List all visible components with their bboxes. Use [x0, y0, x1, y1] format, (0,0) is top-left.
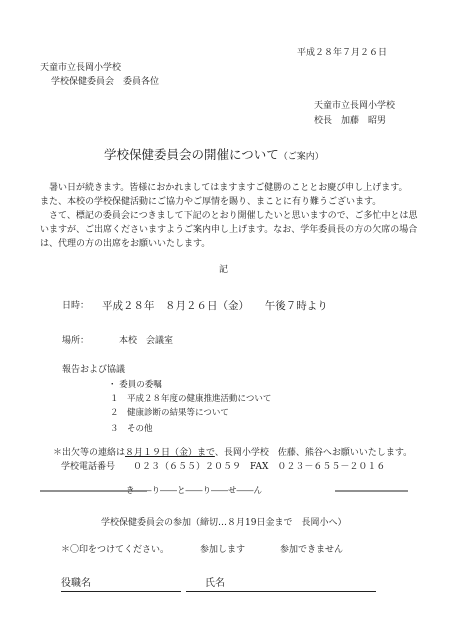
place-value: 本校 会議室: [119, 336, 174, 346]
agenda-label: 報告および協議: [62, 365, 126, 375]
name-label: 氏名: [205, 578, 225, 589]
name-input-line[interactable]: [186, 591, 376, 592]
contact-line: [53, 448, 412, 459]
greeting-paragraph-2: また、本校の学校保健活動にご協力やご厚情を賜り、まことに有り難うございます。: [40, 197, 382, 207]
sender-principal: 校長 加藤 昭男: [314, 116, 387, 126]
role-input-line[interactable]: [61, 591, 181, 592]
issue-date: 平成２８年７月２６日: [297, 48, 388, 58]
agenda-item: ３ その他: [110, 424, 153, 434]
title-sub: （ご案内）: [278, 152, 324, 162]
ki-heading: 記: [219, 265, 229, 275]
contact-suffix: 、長岡小学校 佐藤、熊谷へお願いいたします。: [214, 448, 413, 458]
contact-deadline: ８月１９日（金）まで: [125, 448, 215, 458]
reply-instruction: ＊〇印をつけてください。: [61, 545, 170, 555]
greeting-paragraph-3: さて、標記の委員会につきまして下記のとおり開催したいと思いますので、ご多忙中とは思いますが、ご出席くださいますようご案内申し上げます。なお、学年委員長の方の欠席の場合は、代理の方の出席をお願いいたします。: [40, 211, 418, 249]
attend-option[interactable]: 参加します: [200, 545, 246, 555]
datetime-label: 日時：: [62, 301, 90, 311]
reply-title: 学校保健委員会の参加（締切…８月19日金まで 長岡小へ）: [101, 518, 347, 528]
contact-phone-line: 学校電話番号 ０２３（６５５）２０５９ FAX ０２３－６５５－２０１６: [61, 462, 386, 472]
place-label: 場所：: [62, 336, 90, 346]
cut-line-text: き――り――と――り――せ――ん: [126, 486, 263, 496]
recipient-committee: 学校保健委員会 委員各位: [51, 77, 160, 87]
role-label: 役職名: [61, 578, 91, 589]
contact-prefix: ＊出欠等の連絡は: [53, 448, 126, 458]
datetime-value: 平成２８年 ８月２６日（金） 午後７時より: [102, 300, 328, 312]
recipient-school: 天童市立長岡小学校: [40, 63, 122, 73]
title-main: 学校保健委員会の開催について: [104, 147, 279, 162]
absent-option[interactable]: 参加できません: [280, 545, 344, 555]
agenda-item: １ 平成２８年度の健康推進活動について: [110, 394, 272, 404]
sender-school: 天童市立長岡小学校: [314, 101, 396, 111]
agenda-item: ２ 健康診断の結果等について: [110, 408, 229, 418]
document-title: [104, 147, 324, 165]
agenda-item: ・ 委員の委嘱: [108, 380, 162, 390]
greeting-paragraph-1: 暑い日が続きます。皆様におかれましてはますますご健勝のこととお慶び申し上げます。: [49, 183, 408, 193]
